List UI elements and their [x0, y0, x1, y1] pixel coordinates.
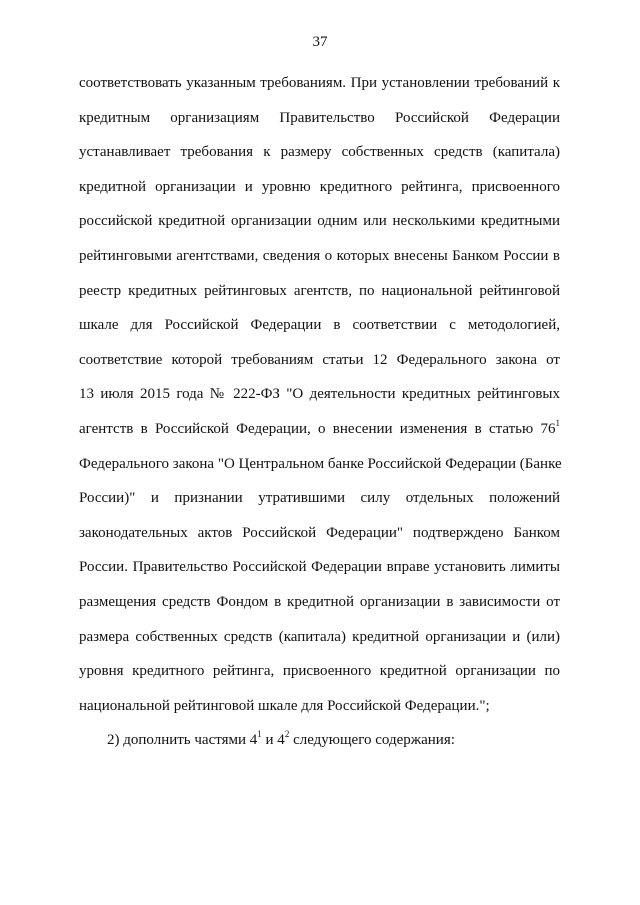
text-line: рейтинговыми агентствами, сведения о которых внесены Банком России в [79, 247, 560, 264]
text-line: России)" и признании утратившими силу отдельных положений [79, 490, 560, 507]
text-line: России. Правительство Российской Федерации вправе установить лимиты [79, 559, 560, 576]
text-line: российской кредитной организации одним или несколькими кредитными [79, 213, 560, 230]
text-fragment: 2) дополнить частями 4 [107, 732, 258, 749]
text-line: кредитной организации и уровню кредитного рейтинга, присвоенного [79, 178, 560, 195]
document-body [79, 66, 560, 758]
superscript: 1 [555, 417, 560, 428]
text-line: устанавливает требования к размеру собственных средств (капитала) [79, 144, 560, 161]
text-line: кредитным организациям Правительство Российской Федерации [79, 109, 560, 126]
text-line: соответствие которой требованиям статьи 12 Федерального закона от [79, 351, 560, 368]
text-line: национальной рейтинговой шкале для Российской Федерации."; [79, 697, 490, 714]
text-line: соответствовать указанным требованиям. При установлении требований к [79, 75, 560, 91]
text-line: размера собственных средств (капитала) кредитной организации и (или) [79, 628, 560, 645]
text-line: Федерального закона "О Центральном банке Российской Федерации (Банке [79, 455, 562, 472]
page-number: 37 [312, 34, 328, 50]
text-line: 13 июля 2015 года № 222-ФЗ "О деятельности кредитных рейтинговых [79, 386, 560, 403]
text-fragment: и 4 [261, 732, 285, 749]
text-line: законодательных актов Российской Федерации" подтверждено Банком [79, 524, 560, 541]
superscript: 2 [284, 729, 290, 740]
text-line: реестр кредитных рейтинговых агентств, по национальной рейтинговой [79, 282, 560, 299]
text-fragment: следующего содержания: [289, 732, 455, 749]
text-fragment: агентств в Российской Федерации, о внесении изменения в статью 76 [79, 420, 556, 437]
superscript: 1 [257, 729, 262, 740]
text-line: размещения средств Фондом в кредитной организации в зависимости от [79, 593, 560, 610]
list-item-2 [79, 723, 560, 758]
text-line: шкале для Российской Федерации в соответствии с методологией, [79, 317, 560, 334]
text-line: уровня кредитного рейтинга, присвоенного кредитной организации по [79, 663, 560, 680]
text-line-with-superscript [79, 412, 560, 447]
